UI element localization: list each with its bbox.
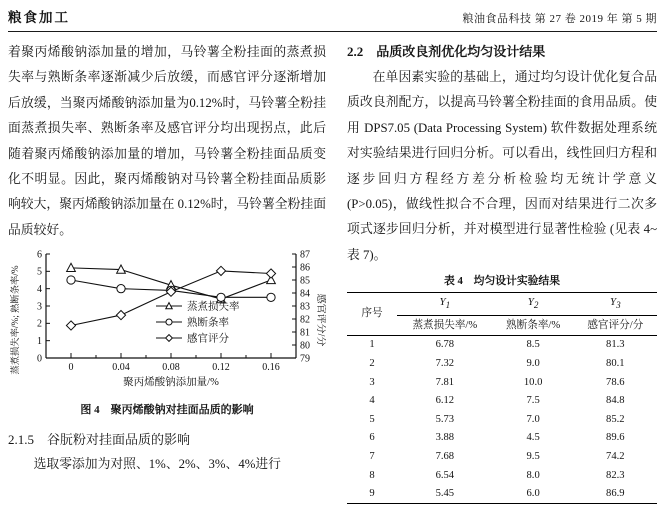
table-cell: 80.1 — [606, 358, 625, 370]
table-cell: 78.6 — [606, 376, 625, 388]
svg-text:0: 0 — [37, 353, 42, 365]
left-column — [8, 40, 326, 512]
svg-text:6: 6 — [37, 249, 42, 261]
table4-subheader-sensory-score: 感官评分/分 — [574, 316, 657, 336]
journal-section-title: 粮食加工 — [8, 10, 70, 25]
table-row — [347, 447, 657, 466]
table-row — [347, 373, 657, 392]
table4-subheader-broken-rate: 熟断条率/% — [493, 316, 574, 336]
table-cell: 7.81 — [435, 376, 455, 388]
table-cell: 7.0 — [526, 413, 540, 425]
svg-text:熟断条率: 熟断条率 — [187, 317, 229, 329]
table-cell: 82.3 — [606, 469, 625, 481]
svg-text:80: 80 — [300, 340, 310, 352]
svg-text:聚丙烯酸钠添加量/%: 聚丙烯酸钠添加量/% — [123, 377, 219, 389]
table-row — [347, 429, 657, 448]
svg-text:79: 79 — [300, 353, 310, 365]
svg-text:0: 0 — [68, 362, 74, 374]
table-cell: 8.5 — [526, 339, 540, 351]
figure4-caption: 图 4 聚丙烯酸钠对挂面品质的影响 — [80, 404, 254, 417]
svg-text:84: 84 — [300, 288, 310, 300]
svg-text:感官评分/分: 感官评分/分 — [315, 293, 326, 347]
table-cell: 3 — [369, 376, 375, 388]
table-row — [347, 391, 657, 410]
svg-text:1: 1 — [37, 336, 42, 348]
svg-text:感官评分: 感官评分 — [187, 333, 229, 345]
table-cell: 8.0 — [526, 469, 540, 481]
table-cell: 6 — [369, 432, 375, 444]
table4-group-header-row — [347, 293, 657, 316]
two-column-body — [8, 40, 657, 512]
table-row — [347, 335, 657, 354]
table-cell: 81.3 — [606, 339, 625, 351]
table-cell: 9 — [369, 488, 375, 500]
table-cell: 8 — [369, 469, 375, 481]
svg-text:4: 4 — [37, 284, 42, 296]
right-column — [347, 40, 657, 512]
svg-text:82: 82 — [300, 314, 310, 326]
table-cell: 9.0 — [526, 358, 540, 370]
page-header — [8, 6, 657, 32]
table-cell: 89.6 — [606, 432, 625, 444]
table-cell: 7.32 — [435, 358, 455, 370]
table-cell: 3.88 — [435, 432, 455, 444]
paragraph-uniform-design: 在单因素实验的基础上，通过均匀设计优化复合品质改良剂配方，以提高马铃薯全粉挂面的食用品质。使用 DPS7.05 (Data Processing System) 软件数据处理系统对实验结果进行回归分析。可以看出，线性回归方程和逐步回归方程经方差分析检验均无统计学意义 (P>0.05)，做线性拟合不合理，因而对结果进行二次多项式逐步回归分析，并对模型进行显著性检验 (见表 4~表 7)。 — [347, 70, 657, 262]
table-cell: 4.5 — [526, 432, 540, 444]
figure4-line-chart — [8, 246, 326, 394]
table-cell: 1 — [369, 339, 375, 351]
table-cell: 4 — [369, 395, 375, 407]
svg-text:85: 85 — [300, 275, 310, 287]
svg-text:3: 3 — [37, 301, 42, 313]
table-cell: 5 — [369, 413, 375, 425]
section-heading-2-2: 2.2 品质改良剂优化均匀设计结果 — [347, 44, 546, 59]
svg-text:81: 81 — [300, 327, 310, 339]
table-cell: 6.0 — [526, 488, 540, 500]
svg-text:83: 83 — [300, 301, 310, 313]
table4-uniform-design-results — [347, 292, 657, 504]
table-row — [347, 410, 657, 429]
table-cell: 84.8 — [606, 395, 625, 407]
svg-text:0.12: 0.12 — [212, 362, 230, 374]
svg-text:87: 87 — [300, 249, 310, 261]
section-heading-2-1-5: 2.1.5 谷朊粉对挂面品质的影响 — [8, 432, 191, 448]
table-cell: 85.2 — [606, 413, 625, 425]
table-row — [347, 466, 657, 485]
table-cell: 7.5 — [526, 395, 540, 407]
table-cell: 5.73 — [435, 413, 455, 425]
table4-title: 表 4 均匀设计实验结果 — [443, 275, 561, 288]
svg-text:2: 2 — [37, 318, 42, 330]
paragraph-gluten-intro: 选取零添加为对照、1%、2%、3%、4%进行 — [33, 457, 281, 472]
table-row — [347, 354, 657, 373]
svg-text:蒸煮损失率/%; 熟断条率/%: 蒸煮损失率/%; 熟断条率/% — [11, 265, 21, 375]
table4-header-y2: $Y_2$ — [493, 293, 574, 316]
table4-header-y3: $Y_3$ — [574, 293, 657, 316]
table4-header-index: 序号 — [347, 293, 397, 335]
table-cell: 86.9 — [606, 488, 625, 500]
svg-text:蒸煮损失率: 蒸煮损失率 — [187, 301, 240, 313]
figure4-block — [8, 246, 326, 417]
paragraph-conclusion: 着聚丙烯酸钠添加量的增加，马铃薯全粉挂面的蒸煮损失率与熟断条率逐渐减少后放缓，而感官评分逐渐增加后放缓，当聚丙烯酸钠添加量为0.12%时，马铃薯全粉挂面蒸煮损失率、熟断条率及感官评分均出现拐点，此后随着聚丙烯酸钠添加量的增加，马铃薯全粉挂面品质变化不明显。因此，聚丙烯酸钠对马铃薯全粉挂面品质影响较大，聚丙烯酸钠添加量在 0.12%时，马铃薯全粉挂面品质较好。 — [8, 45, 326, 237]
table-cell: 5.45 — [435, 488, 455, 500]
table-cell: 10.0 — [523, 376, 543, 388]
table-cell: 2 — [369, 358, 375, 370]
table-cell: 7 — [369, 450, 375, 462]
svg-text:0.16: 0.16 — [262, 362, 280, 374]
table4-subheader-cooking-loss: 蒸煮损失率/% — [397, 316, 493, 336]
table-cell: 6.12 — [435, 395, 455, 407]
journal-issue-info: 粮油食品科技 第 27 卷 2019 年 第 5 期 — [462, 13, 657, 25]
svg-text:0.04: 0.04 — [112, 362, 130, 374]
table4-header-y1: $Y_1$ — [397, 293, 493, 316]
svg-text:0.08: 0.08 — [162, 362, 180, 374]
table-cell: 9.5 — [526, 450, 540, 462]
table-cell: 7.68 — [435, 450, 455, 462]
svg-text:5: 5 — [37, 266, 42, 278]
svg-text:86: 86 — [300, 262, 310, 274]
table-row — [347, 484, 657, 503]
table-cell: 6.78 — [435, 339, 455, 351]
table-cell: 74.2 — [606, 450, 625, 462]
table-cell: 6.54 — [435, 469, 455, 481]
